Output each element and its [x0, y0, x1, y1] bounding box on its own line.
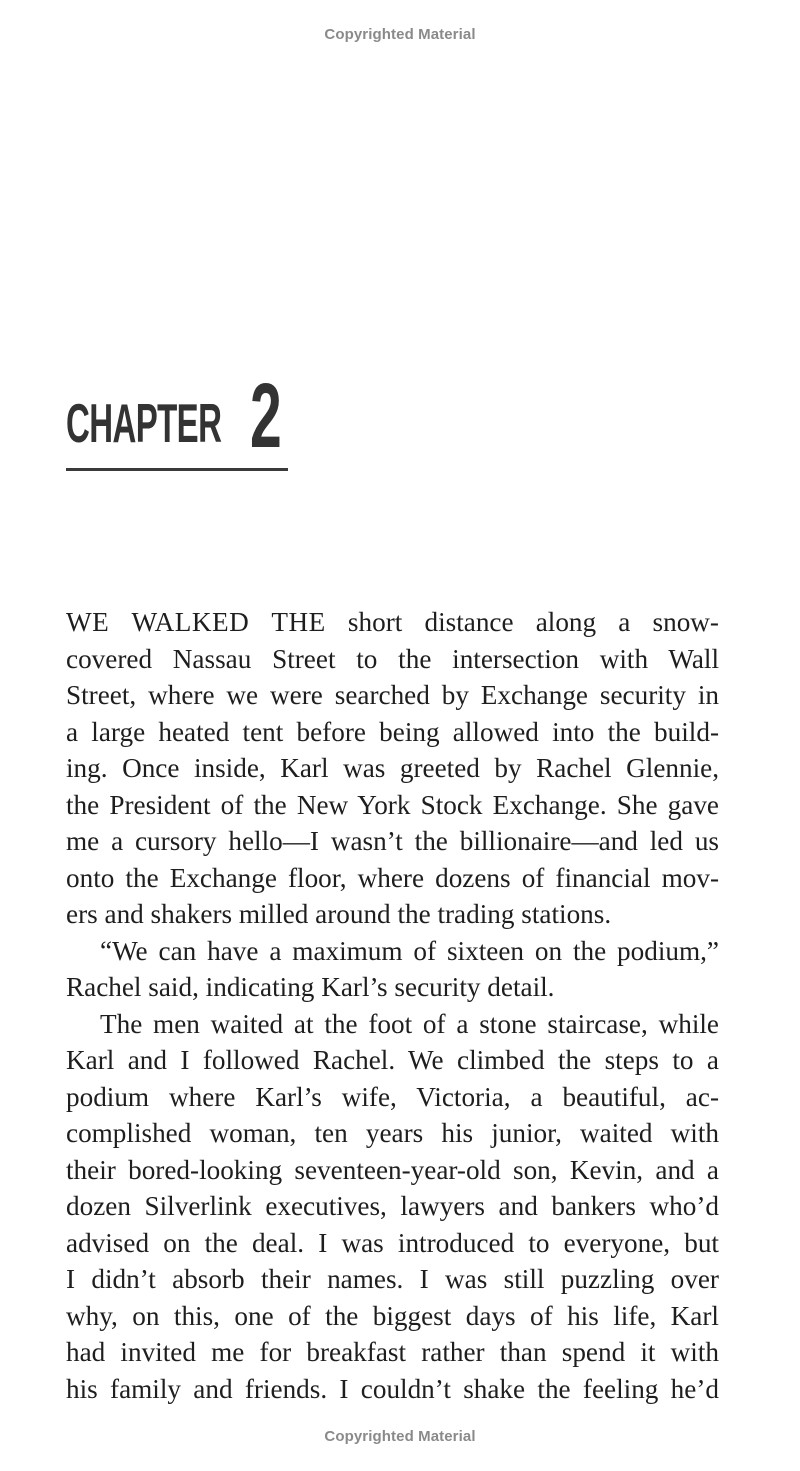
text-line: ers and shakers milled around the trading stations.	[66, 899, 612, 929]
text-line: I didn’t absorb their names. I was still puzzling over	[66, 1264, 719, 1294]
text-line: Karl and I followed Rachel. We climbed the steps to a	[66, 1045, 719, 1075]
text-line: their bored-looking seventeen-year-old son, Kevin, and a	[66, 1154, 719, 1185]
text-line: “We can have a maximum of sixteen on the podium,”	[100, 935, 719, 966]
copyright-watermark-top: Copyrighted Material	[324, 26, 476, 43]
text-line: me a cursory hello—I wasn’t the billionaire—and led us	[66, 826, 719, 856]
lead-in: WE WALKED THE	[66, 607, 326, 637]
text-line: advised on the deal. I was introduced to everyone, but	[66, 1227, 719, 1258]
line-text: short distance along a snow-	[325, 607, 719, 637]
chapter-number: 2	[250, 365, 282, 467]
text-line: onto the Exchange floor, where dozens of financial mov-	[66, 862, 719, 893]
chapter-heading	[66, 362, 288, 471]
text-line: ing. Once inside, Karl was greeted by Rachel Glennie,	[66, 753, 719, 783]
text-line: The men waited at the foot of a stone staircase, while	[100, 1008, 719, 1039]
text-line: why, on this, one of the biggest days of his life, Karl	[66, 1300, 719, 1331]
text-line	[66, 604, 719, 641]
text-line: Rachel said, indicating Karl’s security detail.	[66, 972, 555, 1002]
text-line: complished woman, ten years his junior, waited with	[66, 1118, 719, 1148]
text-line: had invited me for breakfast rather than spend it with	[66, 1337, 719, 1367]
text-line: his family and friends. I couldn’t shake the feeling he’d	[66, 1373, 719, 1404]
text-line: Street, where we were searched by Exchange security in	[66, 680, 719, 710]
text-line: a large heated tent before being allowed into the build-	[66, 716, 719, 747]
text-line: covered Nassau Street to the intersection with Wall	[66, 643, 719, 674]
chapter-body	[66, 604, 719, 1407]
text-line: podium where Karl’s wife, Victoria, a beautiful, ac-	[66, 1081, 719, 1112]
text-line: dozen Silverlink executives, lawyers and bankers who’d	[66, 1191, 719, 1221]
copyright-watermark-bottom: Copyrighted Material	[324, 1428, 476, 1445]
chapter-label: CHAPTER	[66, 392, 222, 454]
text-line: the President of the New York Stock Exchange. She gave	[66, 789, 719, 820]
